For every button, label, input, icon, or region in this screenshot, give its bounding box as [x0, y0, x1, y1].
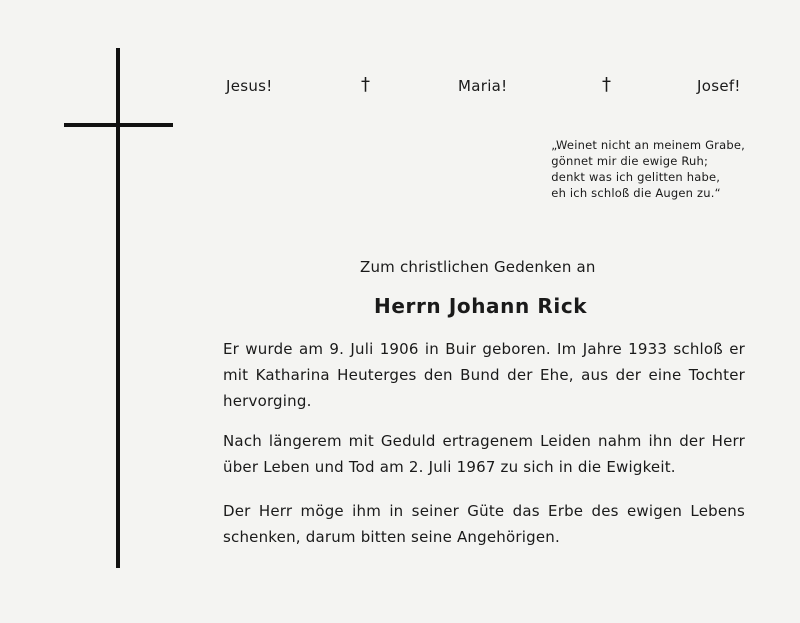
- poem-line: eh ich schloß die Augen zu.“: [551, 186, 721, 200]
- poem-line: gönnet mir die ewige Ruh;: [551, 154, 709, 168]
- dagger-icon-right: †: [602, 74, 611, 95]
- poem-line: „Weinet nicht an meinem Grabe,: [551, 138, 745, 152]
- header-maria: Maria!: [458, 77, 508, 95]
- deceased-name: Herrn Johann Rick: [374, 294, 588, 318]
- paragraph-biography: Er wurde am 9. Juli 1906 in Buir geboren. Im Jahre 1933 schloß er mit Katharina Heuterges den Bund der Ehe, aus der eine Tochter hervorging.: [223, 340, 745, 410]
- header-jesus: Jesus!: [226, 77, 273, 95]
- poem-line: denkt was ich gelitten habe,: [551, 170, 721, 184]
- intro-text: Zum christlichen Gedenken an: [360, 258, 596, 276]
- paragraph-blessing: Der Herr möge ihm in seiner Güte das Erbe des ewigen Lebens schenken, darum bitten seine Angehörigen.: [223, 502, 745, 546]
- poem-verse: [551, 137, 745, 201]
- header-josef: Josef!: [697, 77, 741, 95]
- dagger-icon-left: †: [361, 74, 370, 95]
- cross-icon-horizontal-bar: [64, 123, 173, 127]
- paragraph-death: Nach längerem mit Geduld ertragenem Leiden nahm ihn der Herr über Leben und Tod am 2. Juli 1967 zu sich in die Ewigkeit.: [223, 432, 745, 476]
